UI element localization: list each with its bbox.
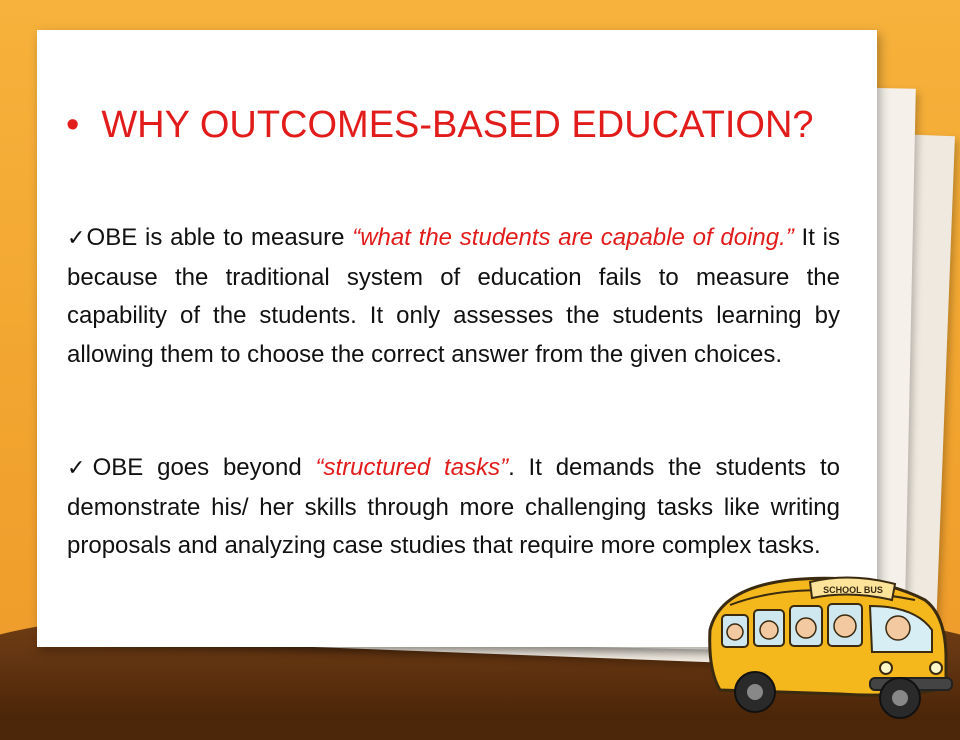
- point-2: [67, 449, 840, 566]
- slide-title: [66, 104, 866, 147]
- point-1: [67, 219, 840, 374]
- school-bus-icon: [700, 560, 960, 720]
- point-2-highlight: “structured tasks”: [315, 454, 509, 481]
- point-1-rest: It is because the traditional system of education fails to measure the capability of the students. It only assesses the students learning by allowing them to choose the correct answer from the given choices.: [67, 224, 840, 368]
- point-2-lead: OBE goes beyond: [92, 454, 316, 481]
- bus-sign-text: SCHOOL BUS: [823, 585, 883, 595]
- title-bullet: •: [66, 104, 80, 146]
- point-1-lead: OBE is able to measure: [86, 224, 353, 251]
- checkmark-icon: ✓: [67, 226, 87, 251]
- title-text: WHY OUTCOMES-BASED EDUCATION?: [101, 104, 814, 146]
- checkmark-icon: ✓: [67, 456, 93, 481]
- point-1-highlight: “what the students are capable of doing.”: [352, 224, 794, 251]
- point-2-rest: . It demands the students to demonstrate his/ her skills through more challenging tasks like writing proposals and analyzing case studies that require more complex tasks.: [67, 454, 841, 559]
